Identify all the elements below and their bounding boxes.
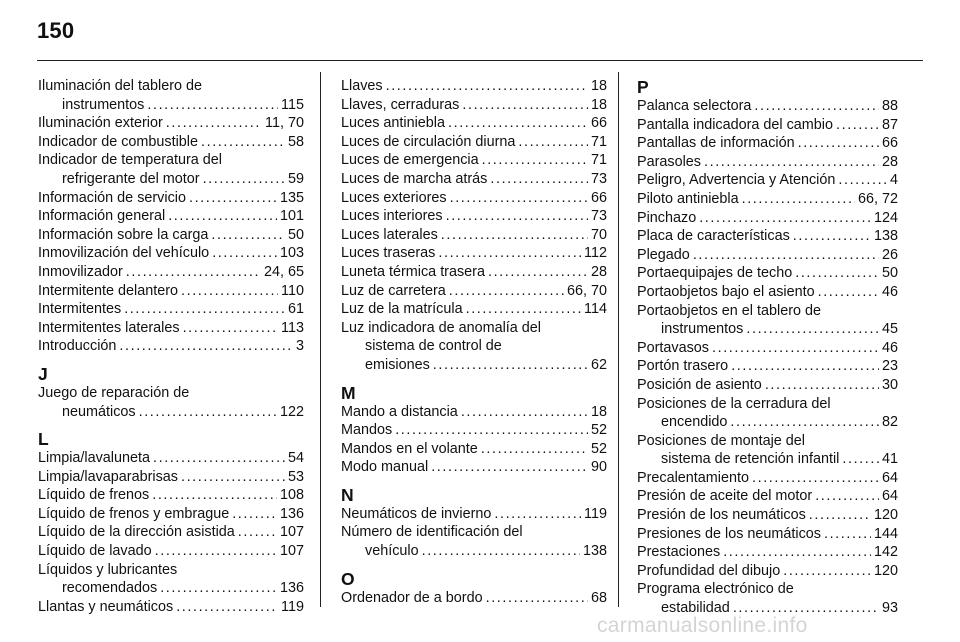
index-entry [38,468,304,487]
dot-leader [462,96,588,115]
entry-page-ref: 88 [881,98,898,114]
dot-leader [798,134,879,153]
entry-page-ref: 58 [287,133,304,150]
dot-leader [742,190,855,209]
entry-term: Parasoles [637,153,701,170]
dot-leader [203,170,285,189]
entry-term: Luces exteriores [341,189,447,206]
entry-page-ref: 124 [873,209,898,226]
index-entry [38,151,304,188]
dot-leader [494,505,581,524]
dot-leader [815,487,879,506]
entry-term: Placa de características [637,228,790,245]
index-entry [341,523,607,560]
entry-term: Indicador de temperatura del [38,152,222,169]
dot-leader [212,244,277,263]
entry-term: Portaobjetos bajo el asiento [637,283,815,300]
index-column-1 [38,77,304,616]
entry-term: instrumentos [62,96,145,113]
entry-term: Intermitentes [38,301,122,318]
entry-page-ref: 114 [584,301,607,318]
entry-term: Portaequipajes de techo [637,265,793,282]
entry-page-ref: 66 [590,189,607,206]
dot-leader [176,598,278,617]
entry-term: Luz de carretera [341,282,446,299]
dot-leader [160,579,277,598]
dot-leader [754,97,879,116]
entry-term: vehículo [365,543,419,560]
entry-term: Posición de asiento [637,376,762,393]
entry-term: Líquido de frenos y embrague [38,505,230,522]
entry-term: Neumáticos de invierno [341,505,492,522]
index-entry [637,190,898,209]
index-entry [38,244,304,263]
entry-term: Presión de los neumáticos [637,507,806,524]
index-entry [341,77,607,96]
entry-term: Plegado [637,246,690,263]
entry-term: Líquidos y lubricantes [38,561,178,578]
index-entry [341,244,607,263]
entry-page-ref: 3 [295,338,304,355]
dot-leader [124,300,285,319]
entry-page-ref: 107 [279,543,304,560]
index-entry [38,486,304,505]
entry-page-ref: 64 [881,488,898,505]
entry-page-ref: 113 [281,319,304,336]
dot-leader [183,319,278,338]
entry-term: Iluminación del tablero de [38,78,202,94]
entry-page-ref: 108 [279,487,304,504]
entry-term: Portón trasero [637,358,729,375]
index-entry [637,432,898,469]
entry-page-ref: 120 [873,562,898,579]
dot-leader [795,264,879,283]
entry-page-ref: 138 [873,228,898,245]
entry-page-ref: 71 [590,152,607,169]
entry-page-ref: 41 [881,451,898,468]
index-entry [38,300,304,319]
entry-term: Ordenador de a bordo [341,589,483,606]
entry-term: Palanca selectora [637,98,752,114]
entry-page-ref: 52 [590,422,607,439]
index-entry [38,133,304,152]
entry-page-ref: 122 [279,403,304,420]
index-entry [38,449,304,468]
entry-term: Profundidad del dibujo [637,562,781,579]
dot-leader [704,153,879,172]
index-entry [341,589,607,608]
index-entry [637,395,898,432]
entry-page-ref: 18 [590,96,607,113]
entry-page-ref: 64 [881,469,898,486]
index-entry [38,114,304,133]
entry-page-ref: 30 [881,376,898,393]
dot-leader [482,151,588,170]
index-entry [341,300,607,319]
index-entry [637,264,898,283]
index-entry [38,523,304,542]
dot-leader [153,449,285,468]
index-entry [38,505,304,524]
entry-page-ref: 82 [881,414,898,431]
entry-page-ref: 28 [881,153,898,170]
dot-leader [836,116,879,135]
entry-term: Intermitentes laterales [38,319,180,336]
entry-page-ref: 138 [582,543,607,560]
entry-term: Intermitente delantero [38,282,178,299]
dot-leader [481,440,588,459]
entry-page-ref: 45 [881,321,898,338]
index-entry [341,96,607,115]
index-column-3 [637,77,898,618]
dot-leader [809,506,871,525]
entry-page-ref: 53 [287,468,304,485]
index-entry [637,227,898,246]
entry-page-ref: 73 [590,208,607,225]
index-entry [341,151,607,170]
entry-term: Portavasos [637,339,709,356]
entry-term: Líquido de la dirección asistida [38,524,235,541]
index-entry [341,170,607,189]
dot-leader [155,542,277,561]
index-entry [341,133,607,152]
dot-leader [793,227,871,246]
dot-leader [181,282,278,301]
entry-page-ref: 120 [873,507,898,524]
index-entry [38,263,304,282]
entry-page-ref: 136 [279,580,304,597]
entry-term: Luces interiores [341,208,443,225]
dot-leader [699,209,871,228]
index-entry [38,189,304,208]
index-entry [637,209,898,228]
entry-term: Piloto antiniebla [637,190,739,207]
dot-leader [731,357,879,376]
index-entry [38,77,304,114]
entry-term: Número de identificación del [341,524,523,541]
entry-page-ref: 112 [584,245,607,262]
entry-term: estabilidad [661,600,730,617]
index-entry [637,246,898,265]
index-entry [637,302,898,339]
index-letter-heading: N [341,484,354,505]
entry-page-ref: 103 [279,245,304,262]
entry-page-ref: 11, 70 [265,115,304,132]
entry-term: Iluminación exterior [38,115,163,132]
dot-leader [438,244,581,263]
entry-page-ref: 66, 70 [566,282,607,299]
entry-term: Peligro, Advertencia y Atención [637,172,836,189]
dot-leader [449,282,564,301]
entry-term: Luz de la matrícula [341,301,463,318]
header-rule [37,60,923,61]
index-entry [38,561,304,598]
entry-term: Llantas y neumáticos [38,598,174,615]
entry-term: Modo manual [341,459,429,476]
entry-page-ref: 101 [279,208,304,225]
entry-term: refrigerante del motor [62,170,200,187]
entry-term: Líquido de lavado [38,543,152,560]
index-entry [38,598,304,617]
index-entry [637,339,898,358]
dot-leader [147,96,278,115]
dot-leader [238,523,277,542]
entry-term: Mandos [341,422,393,439]
index-entry [637,153,898,172]
entry-term: Luces de circulación diurna [341,133,516,150]
entry-term: Llaves, cerraduras [341,96,460,113]
entry-term: Prestaciones [637,544,721,561]
entry-term: Inmovilizador [38,263,123,280]
entry-page-ref: 50 [881,265,898,282]
index-entry [38,226,304,245]
entry-page-ref: 87 [881,116,898,133]
dot-leader [152,486,277,505]
dot-leader [446,207,588,226]
dot-leader [126,263,261,282]
dot-leader [461,403,588,422]
index-letter-heading: L [38,429,49,450]
watermark: carmanualsonline.info [597,614,808,637]
entry-page-ref: 68 [590,589,607,606]
entry-page-ref: 52 [590,440,607,457]
entry-page-ref: 24, 65 [263,263,304,280]
entry-term: Limpia/lavaluneta [38,450,150,467]
index-entry [38,319,304,338]
entry-term: Mandos en el volante [341,440,478,457]
entry-page-ref: 73 [590,170,607,187]
index-letter-heading: P [637,77,649,97]
entry-page-ref: 66, 72 [857,190,898,207]
dot-leader [746,320,879,339]
dot-leader [168,207,277,226]
entry-page-ref: 107 [279,524,304,541]
entry-page-ref: 18 [590,403,607,420]
entry-page-ref: 26 [881,246,898,263]
entry-page-ref: 71 [590,133,607,150]
entry-term: Programa electrónico de [637,581,794,598]
index-entry [341,226,607,245]
index-entry [341,505,607,524]
dot-leader [818,283,879,302]
index-entry [341,319,607,375]
entry-term: Líquido de frenos [38,487,150,504]
index-entry [341,458,607,477]
dot-leader [139,403,277,422]
entry-term: Posiciones de la cerradura del [637,395,831,412]
index-entry [637,506,898,525]
entry-page-ref: 119 [281,598,304,615]
index-entry [341,207,607,226]
entry-term: sistema de control de [365,338,502,355]
dot-leader [450,189,588,208]
dot-leader [466,300,581,319]
entry-page-ref: 66 [590,115,607,132]
entry-page-ref: 110 [281,282,304,299]
dot-leader [824,525,871,544]
index-entry [637,469,898,488]
index-entry [38,337,304,356]
dot-leader [232,505,277,524]
entry-page-ref: 59 [287,170,304,187]
dot-leader [693,246,879,265]
index-entry [341,282,607,301]
entry-page-ref: 18 [590,78,607,94]
entry-term: encendido [661,414,728,431]
index-entry [341,263,607,282]
entry-term: Luces laterales [341,226,438,243]
entry-term: sistema de retención infantil [661,451,840,468]
dot-leader [712,339,879,358]
entry-page-ref: 136 [279,505,304,522]
entry-term: Portaobjetos en el tablero de [637,302,822,319]
entry-page-ref: 62 [590,356,607,373]
entry-page-ref: 46 [881,339,898,356]
entry-term: Juego de reparación de [38,384,190,401]
entry-term: Información de servicio [38,189,186,206]
entry-term: Luneta térmica trasera [341,263,485,280]
dot-leader [386,77,588,96]
entry-page-ref: 54 [287,450,304,467]
index-entry [341,114,607,133]
page-number: 150 [37,18,75,43]
index-entry [637,580,898,617]
entry-term: recomendados [62,580,158,597]
dot-leader [730,413,879,432]
index-entry [637,487,898,506]
dot-leader [752,469,879,488]
entry-page-ref: 119 [584,505,607,522]
entry-term: Presiones de los neumáticos [637,525,821,542]
entry-term: Información general [38,208,166,225]
entry-page-ref: 144 [873,525,898,542]
entry-term: Introducción [38,338,117,355]
entry-term: Luces antiniebla [341,115,446,132]
dot-leader [395,421,588,440]
index-entry [341,403,607,422]
dot-leader [189,189,277,208]
entry-term: Pantalla indicadora del cambio [637,116,833,133]
entry-term: Limpia/lavaparabrisas [38,468,178,485]
dot-leader [486,589,588,608]
dot-leader [441,226,588,245]
index-entry [637,525,898,544]
dot-leader [166,114,262,133]
dot-leader [201,133,285,152]
index-entry [637,562,898,581]
entry-term: Pantallas de información [637,135,795,152]
entry-term: Precalentamiento [637,469,749,486]
dot-leader [211,226,285,245]
index-entry [341,421,607,440]
index-letter-heading: M [341,382,356,403]
dot-leader [433,356,588,375]
dot-leader [518,133,588,152]
index-column-2 [341,77,607,607]
entry-term: Pinchazo [637,209,697,226]
entry-term: Presión de aceite del motor [637,488,813,505]
entry-term: Luces de emergencia [341,152,479,169]
entry-page-ref: 142 [873,544,898,561]
index-letter-heading: J [38,363,48,384]
entry-term: Luces traseras [341,245,436,262]
dot-leader [448,114,588,133]
dot-leader [783,562,871,581]
entry-term: Luces de marcha atrás [341,170,488,187]
column-divider [618,72,619,607]
index-letter-heading: O [341,568,355,589]
dot-leader [838,171,887,190]
entry-page-ref: 4 [889,172,898,189]
dot-leader [431,458,588,477]
dot-leader [842,450,879,469]
index-entry [341,440,607,459]
entry-term: emisiones [365,356,430,373]
dot-leader [488,263,588,282]
entry-term: neumáticos [62,403,136,420]
dot-leader [181,468,285,487]
entry-term: Información sobre la carga [38,226,209,243]
entry-page-ref: 70 [590,226,607,243]
entry-term: Indicador de combustible [38,133,198,150]
entry-page-ref: 61 [287,301,304,318]
index-entry [637,283,898,302]
entry-term: Mando a distancia [341,403,458,420]
entry-term: Posiciones de montaje del [637,432,805,449]
entry-term: Llaves [341,78,383,94]
entry-page-ref: 135 [279,189,304,206]
index-entry [38,542,304,561]
dot-leader [723,543,871,562]
entry-page-ref: 23 [881,358,898,375]
entry-page-ref: 90 [590,459,607,476]
index-entry [637,357,898,376]
dot-leader [422,542,580,561]
entry-term: instrumentos [661,321,744,338]
index-entry [637,543,898,562]
entry-page-ref: 50 [287,226,304,243]
entry-page-ref: 66 [881,135,898,152]
index-entry [637,116,898,135]
index-entry [637,134,898,153]
dot-leader [119,337,293,356]
index-entry [637,376,898,395]
entry-term: Inmovilización del vehículo [38,245,210,262]
index-entry [38,282,304,301]
index-entry [637,97,898,116]
index-entry [341,189,607,208]
entry-page-ref: 93 [881,600,898,617]
entry-term: Luz indicadora de anomalía del [341,319,542,336]
index-entry [38,384,304,421]
column-divider [320,72,321,607]
dot-leader [765,376,879,395]
entry-page-ref: 46 [881,283,898,300]
entry-page-ref: 28 [590,263,607,280]
entry-page-ref: 115 [281,96,304,113]
dot-leader [490,170,588,189]
index-entry [38,207,304,226]
index-entry [637,171,898,190]
